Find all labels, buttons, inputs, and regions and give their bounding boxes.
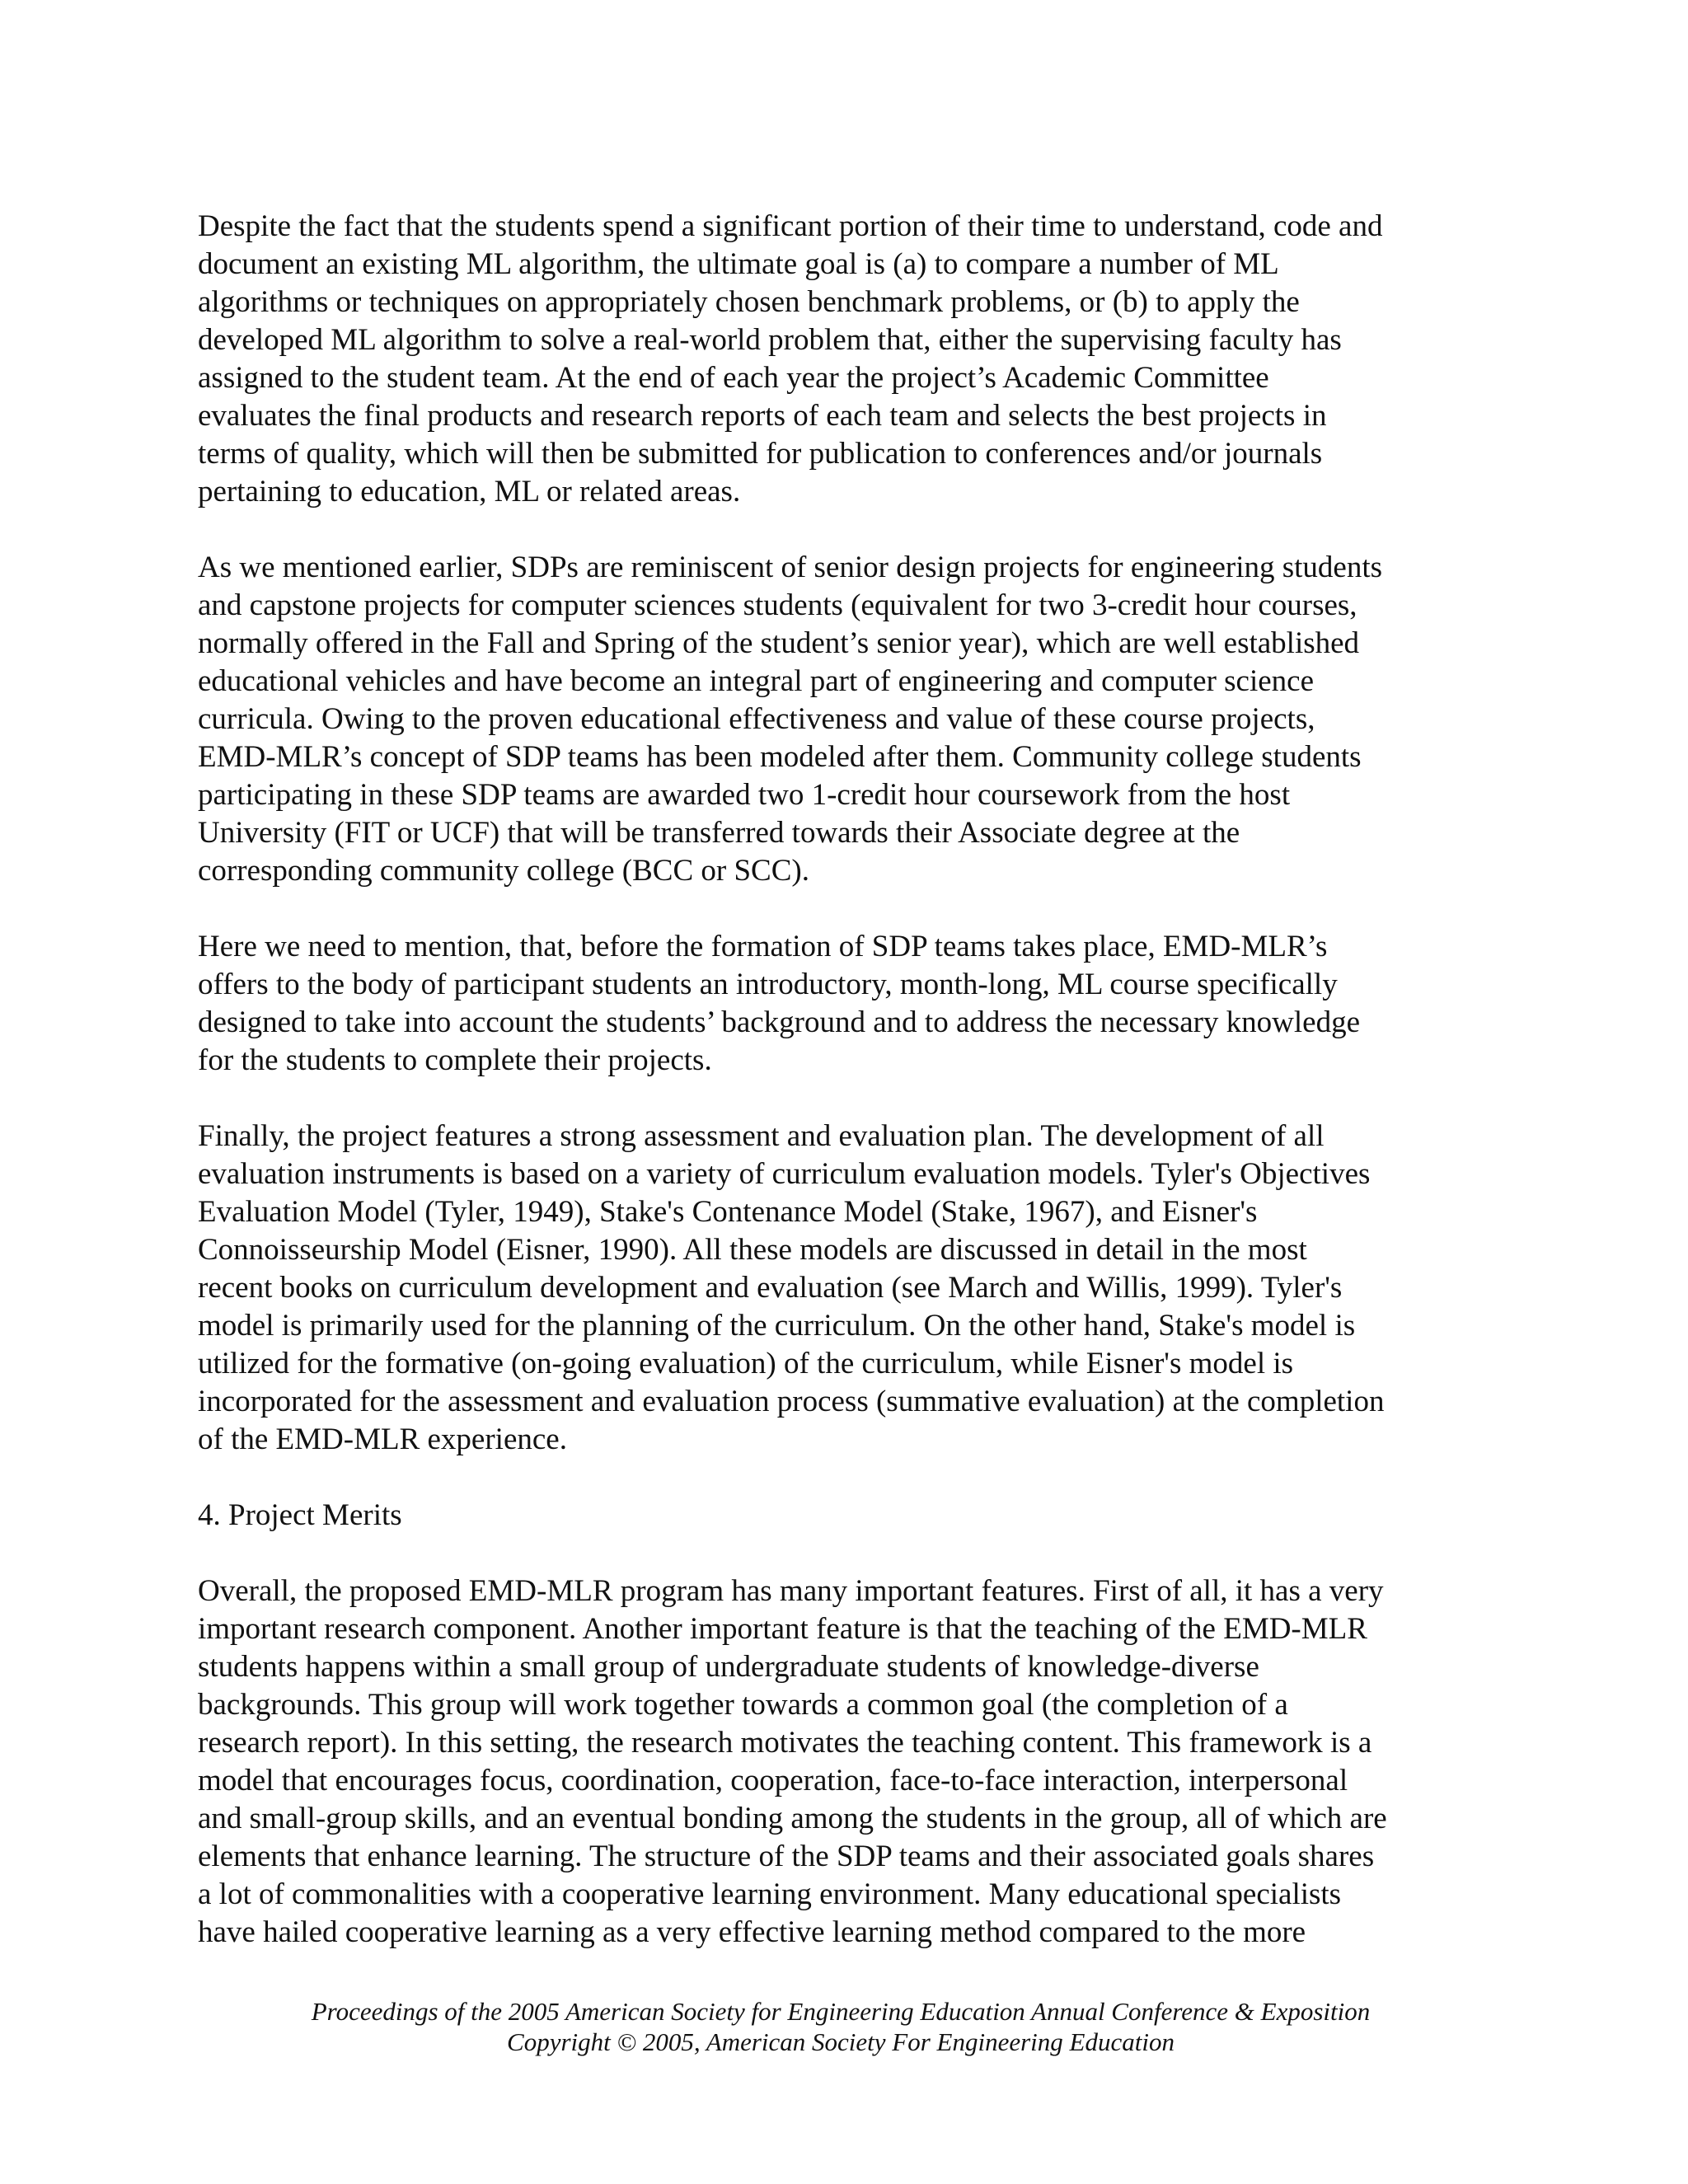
footer-proceedings: Proceedings of the 2005 American Society for Engineering Education Annual Conference & Exposition — [311, 1997, 1371, 2026]
paragraph-ml-course: Here we need to mention, that, before the formation of SDP teams takes place, EMD-MLR’s offers to the body of participant students an introductory, month-long, ML course specifically designed to take into account the students’ background and to address the necessary knowledge for the students to complete their projects. — [198, 930, 1361, 1077]
page-body — [198, 208, 1484, 1990]
page-footer — [165, 1996, 1517, 2057]
paragraph-evaluation-plan: Finally, the project features a strong assessment and evaluation plan. The development of all evaluation instruments is based on a variety of curriculum evaluation models. Tyler's Objectives Evaluation Model (Tyler, 1949), Stake's Contenance Model (Stake, 1967), and Eisner's Connoisseurship Model (Eisner, 1990). All these models are discussed in detail in the most recent books on curriculum development and evaluation (see March and Willis, 1999). Tyler's model is primarily used for the planning of the curriculum. On the other hand, Stake's model is utilized for the formative (on-going evaluation) of the curriculum, while Eisner's model is incorporated for the assessment and evaluation process (summative evaluation) at the completion of the EMD-MLR experience. — [198, 1119, 1385, 1456]
paragraph-sdp-background: As we mentioned earlier, SDPs are reminiscent of senior design projects for engineering students and capstone projects for computer sciences students (equivalent for two 3-credit hour courses, normally offered in the Fall and Spring of the student’s senior year), which are well established educational vehicles and have become an integral part of engineering and computer science curricula. Owing to the proven educational effectiveness and value of these course projects, EMD-MLR’s concept of SDP teams has been modeled after them. Community college students participating in these SDP teams are awarded two 1-credit hour coursework from the host University (FIT or UCF) that will be transferred towards their Associate degree at the corresponding community college (BCC or SCC). — [198, 551, 1383, 888]
footer-copyright: Copyright © 2005, American Society For Engineering Education — [507, 2027, 1175, 2056]
section-heading: 4. Project Merits — [198, 1498, 402, 1532]
paragraph-project-merits: Overall, the proposed EMD-MLR program has many important features. First of all, it has a very important research component. Another important feature is that the teaching of the EMD-MLR students happens within a small group of undergraduate students of knowledge-diverse backgrounds. This group will work together towards a common goal (the completion of a research report). In this setting, the research motivates the teaching content. This framework is a model that encourages focus, coordination, cooperation, face-to-face interaction, interpersonal and small-group skills, and an eventual bonding among the students in the group, all of which are elements that enhance learning. The structure of the SDP teams and their associated goals shares a lot of commonalities with a cooperative learning environment. Many educational specialists have hailed cooperative learning as a very effective learning method compared to the more — [198, 1574, 1387, 1949]
paragraph-study-goals: Despite the fact that the students spend a significant portion of their time to understand, code and document an existing ML algorithm, the ultimate goal is (a) to compare a number of ML algorithms or techniques on appropriately chosen benchmark problems, or (b) to apply the developed ML algorithm to solve a real-world problem that, either the supervising faculty has assigned to the student team. At the end of each year the project’s Academic Committee evaluates the final products and research reports of each team and selects the best projects in terms of quality, which will then be submitted for publication to conferences and/or journals pertaining to education, ML or related areas. — [198, 209, 1383, 509]
